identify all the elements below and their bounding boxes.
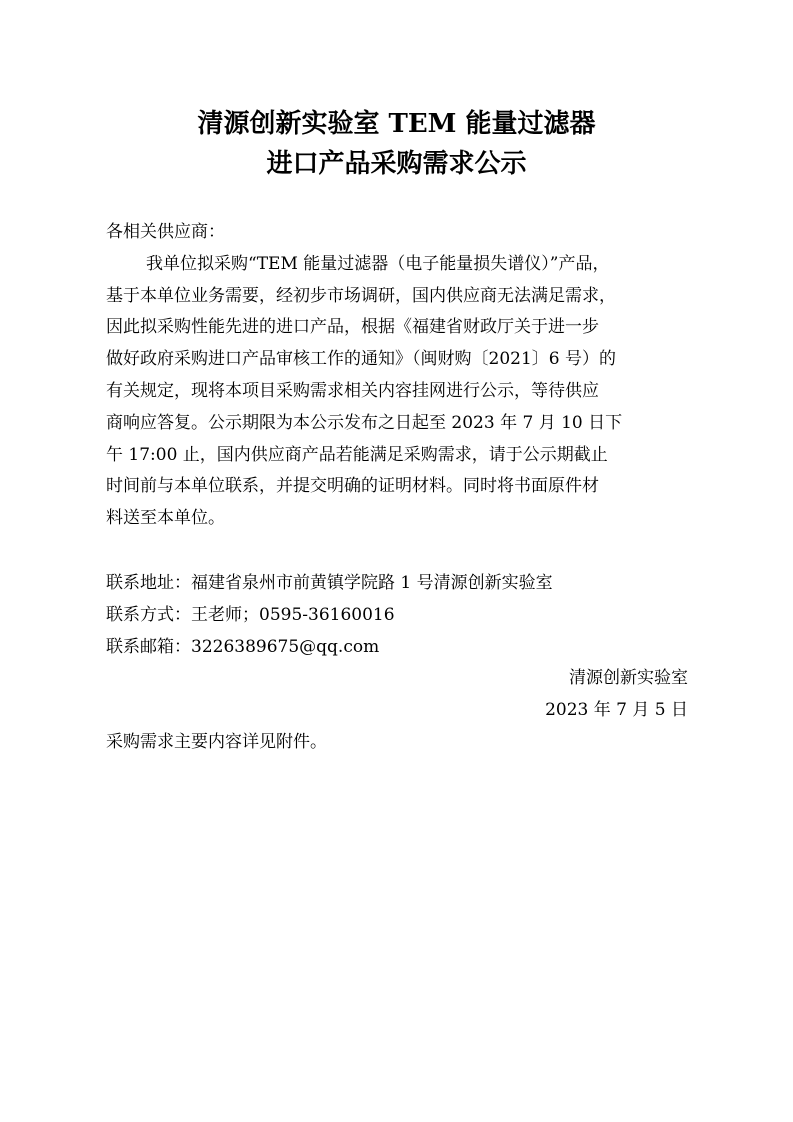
attachment-note: 采购需求主要内容详见附件。	[106, 731, 327, 752]
body-line: 有关规定，现将本项目采购需求相关内容挂网进行公示，等待供应	[106, 380, 599, 401]
contact-section	[106, 568, 688, 759]
title-line-1: 清源创新实验室 TEM 能量过滤器	[197, 109, 596, 139]
body-line: 商响应答复。公示期限为本公示发布之日起至 2023 年 7 月 10 日下	[106, 412, 623, 433]
notice-body	[106, 217, 688, 535]
document-title	[0, 104, 793, 184]
body-line: 午 17:00 止，国内供应商产品若能满足采购需求，请于公示期截止	[106, 444, 608, 465]
title-line-2: 进口产品采购需求公示	[266, 149, 527, 179]
signature-org: 清源创新实验室	[569, 668, 688, 689]
body-line: 时间前与本单位联系，并提交明确的证明材料。同时将书面原件材	[106, 476, 599, 497]
contact-email: 联系邮箱：3226389675@qq.com	[106, 636, 380, 657]
signature-date: 2023 年 7 月 5 日	[545, 700, 688, 721]
body-line: 基于本单位业务需要，经初步市场调研，国内供应商无法满足需求，	[106, 285, 616, 306]
body-line: 因此拟采购性能先进的进口产品，根据《福建省财政厅关于进一步	[106, 317, 599, 338]
body-line: 做好政府采购进口产品审核工作的通知》（闽财购〔2021〕6 号）的	[106, 349, 616, 370]
body-line: 料送至本单位。	[106, 508, 225, 529]
salutation: 各相关供应商：	[106, 222, 225, 242]
contact-phone: 联系方式：王老师；0595-36160016	[106, 604, 395, 625]
contact-address: 联系地址：福建省泉州市前黄镇学院路 1 号清源创新实验室	[106, 573, 553, 593]
body-line: 我单位拟采购“TEM 能量过滤器（电子能量损失谱仪）”产品，	[146, 253, 610, 274]
